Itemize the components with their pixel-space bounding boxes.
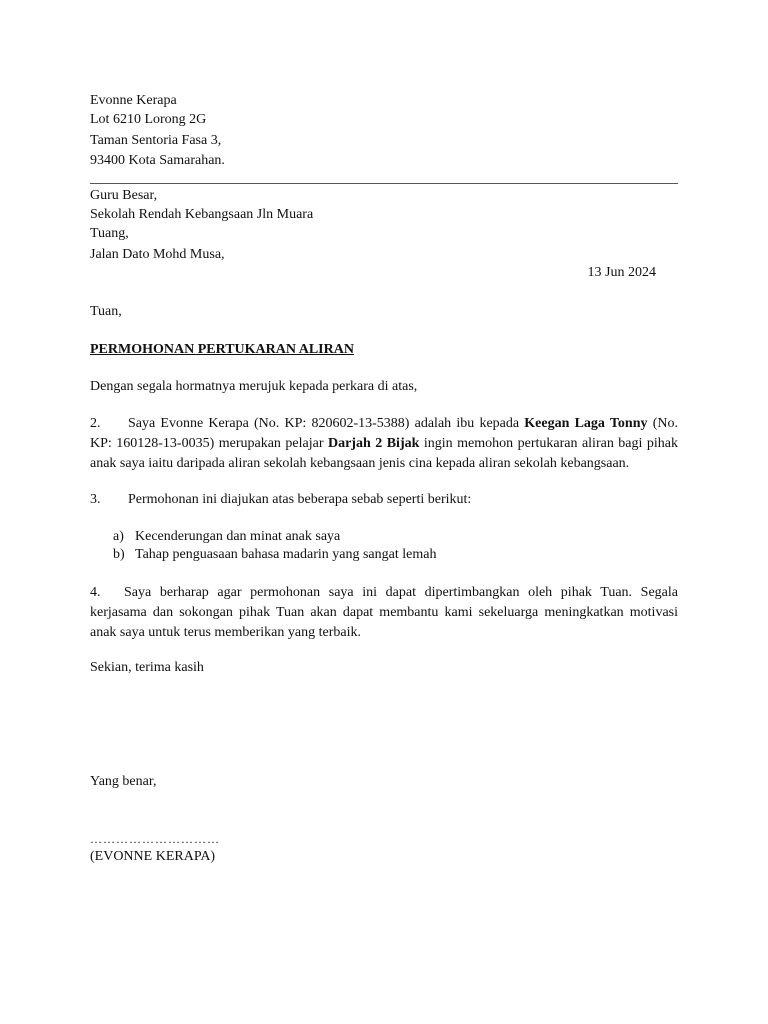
reason-item bbox=[113, 545, 436, 565]
paragraph-2-text-b: (No. KP: 160128-13-0035) merupakan pelajar bbox=[90, 416, 678, 451]
reason-letter: b) bbox=[113, 547, 125, 562]
sender-address-line2: Taman Sentoria Fasa 3, bbox=[90, 133, 222, 148]
reason-text: Tahap penguasaan bahasa madarin yang sangat lemah bbox=[135, 547, 437, 562]
closing-line: Sekian, terima kasih bbox=[90, 660, 204, 675]
opening-line: Dengan segala hormatnya merujuk kepada perkara di atas, bbox=[90, 379, 418, 394]
reason-item bbox=[113, 527, 340, 547]
sender-address-line3: 93400 Kota Samarahan. bbox=[90, 153, 225, 168]
paragraph-3-text: Permohonan ini diajukan atas beberapa sebab seperti berikut: bbox=[128, 492, 472, 507]
letter-date: 13 Jun 2024 bbox=[587, 265, 656, 280]
reason-letter: a) bbox=[113, 529, 124, 544]
subject-heading: PERMOHONAN PERTUKARAN ALIRAN bbox=[90, 342, 354, 357]
paragraph-2-number: 2. bbox=[90, 416, 101, 431]
signatory-name: (EVONNE KERAPA) bbox=[90, 849, 216, 864]
recipient-title: Guru Besar, bbox=[90, 188, 158, 203]
paragraph-4 bbox=[90, 583, 678, 643]
child-name: Keegan Laga Tonny bbox=[524, 416, 648, 431]
paragraph-2 bbox=[90, 414, 678, 474]
signoff: Yang benar, bbox=[90, 774, 157, 789]
paragraph-3 bbox=[90, 490, 471, 510]
class-name: Darjah 2 Bijak bbox=[327, 436, 420, 451]
header-divider bbox=[90, 183, 678, 184]
letter-page bbox=[90, 0, 678, 1024]
paragraph-3-number: 3. bbox=[90, 492, 101, 507]
sender-address-line1: Lot 6210 Lorong 2G bbox=[90, 112, 207, 127]
reason-text: Kecenderungan dan minat anak saya bbox=[135, 529, 341, 544]
paragraph-2-text-a: Saya Evonne Kerapa (No. KP: 820602-13-5388) adalah ibu kepada bbox=[128, 416, 525, 431]
recipient-line2: Tuang, bbox=[90, 226, 129, 241]
paragraph-4-text: Saya berharap agar permohonan saya ini dapat dipertimbangkan oleh pihak Tuan. Segala kerjasama dan sokongan pihak Tuan akan dapat membantu kami sekeluarga meningkatkan motivasi anak saya untuk terus memberikan yang terbaik. bbox=[90, 585, 678, 640]
sender-name: Evonne Kerapa bbox=[90, 93, 177, 108]
paragraph-2-text-c: ingin memohon pertukaran aliran bagi pihak anak saya iaitu daripada aliran sekolah kebangsaan jenis cina kepada aliran sekolah kebangsaan. bbox=[90, 436, 678, 471]
signature-line: ………………………… bbox=[90, 832, 220, 846]
recipient-line3: Jalan Dato Mohd Musa, bbox=[90, 247, 225, 262]
salutation: Tuan, bbox=[90, 304, 122, 319]
recipient-line1: Sekolah Rendah Kebangsaan Jln Muara bbox=[90, 207, 314, 222]
paragraph-4-number: 4. bbox=[90, 585, 101, 600]
